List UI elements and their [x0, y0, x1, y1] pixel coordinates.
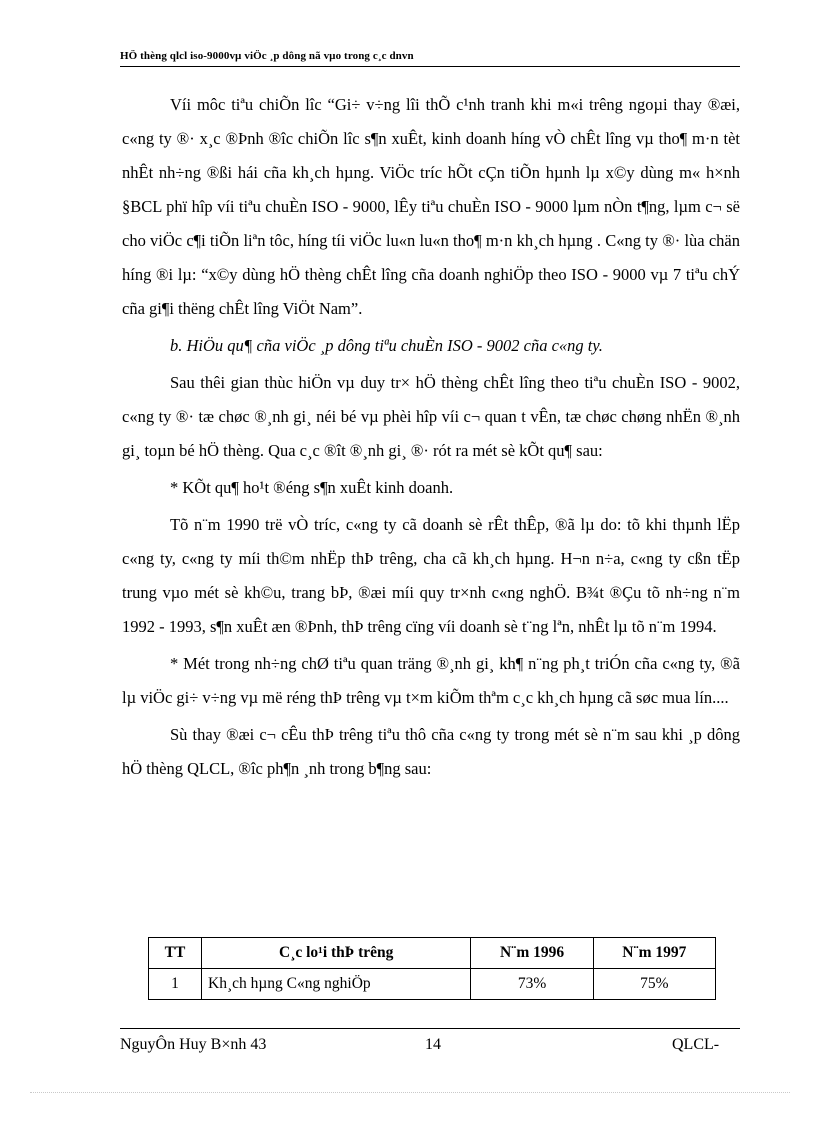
bullet-business-results: * KÕt qu¶ ho¹t ®éng s¶n xuÊt kinh doanh. [170, 478, 454, 497]
table-cell: 73% [471, 969, 593, 1000]
table-cell: 75% [593, 969, 715, 1000]
table-cell: 1 [149, 969, 202, 1000]
header-cell-market-type: C¸c lo¹i thÞ trêng [202, 938, 471, 969]
table-row [149, 969, 716, 1000]
page-number: 14 [425, 1036, 441, 1053]
header-cell-year-1996: N¨m 1996 [471, 938, 593, 969]
page-bottom-divider [30, 1092, 790, 1093]
paragraph-assessment: Sau thêi gian thùc hiÖn vµ duy tr× hÖ thèng chÊt lîng theo tiªu chuÈn ISO - 9002, c«ng ty ®· tæ chøc ®¸nh gi¸ néi bé vµ phèi hîp víi c¬ quan t vÊn, tæ chøc chøng nhËn ®¸nh gi¸ toµn bé hÖ thèng. Qua c¸c ®ît ®¸nh gi¸ ®· rót ra mét sè kÕt qu¶ sau: [122, 373, 740, 460]
running-header: HÖ thèng qlcl iso-9000vµ viÖc ¸p dông nã vµo trong c¸c dnvn [120, 50, 740, 67]
paragraph-strategy: Víi môc tiªu chiÕn lîc “Gi÷ v÷ng lîi thÕ c¹nh tranh khi m«i trêng ngoµi thay ®æi, c«ng ty ®· x¸c ®Þnh ®îc chiÕn lîc s¶n xuÊt, kinh doanh híng vÒ chÊt lîng vµ tho¶ m·n tèt nhÊt nh÷ng ®ßi hái cña kh¸ch hµng. ViÖc tríc hÕt cÇn tiÕn hµnh lµ x©y dùng m« h×nh §BCL phï hîp víi tiªu chuÈn ISO - 9000, lÊy tiªu chuÈn ISO - 9000 lµm nÒn t¶ng, lµm c¬ së cho viÖc c¶i tiÕn liªn tôc, híng tíi viÖc lu«n lu«n tho¶ m·n kh¸ch hµng . C«ng ty ®· lùa chän híng ®i lµ: “x©y dùng hÖ thèng chÊt lîng cña doanh nghiÖp theo ISO - 9000 vµ 7 tiªu chÝ cña gi¶i thëng chÊt lîng ViÖt Nam”. [122, 95, 740, 318]
paragraph-table-intro: Sù thay ®æi c¬ cÊu thÞ trêng tiªu thô cña c«ng ty trong mét sè n¨m sau khi ¸p dông hÖ thèng QLCL, ®îc ph¶n ¸nh trong b¶ng sau: [122, 725, 740, 778]
footer-course-code: QLCL- [672, 1036, 720, 1053]
document-body [122, 88, 740, 789]
table-cell: Kh¸ch hµng C«ng nghiÖp [202, 969, 471, 1000]
footer-author: NguyÔn Huy B×nh 43 [120, 1036, 267, 1053]
market-structure-table [148, 937, 716, 1000]
header-cell-tt: TT [149, 938, 202, 969]
paragraph-history: Tõ n¨m 1990 trë vÒ tríc, c«ng ty cã doanh sè rÊt thÊp, ®ã lµ do: tõ khi thµnh lËp c«ng ty, c«ng ty míi th©m nhËp thÞ trêng, cha cã kh¸ch hµng. H¬n n÷a, c«ng ty cßn tËp trung vµo mét sè kh©u, trang bÞ, ®æi míi quy tr×nh c«ng nghÖ. B¾t ®Çu tõ nh÷ng n¨m 1992 - 1993, s¶n xuÊt æn ®Þnh, thÞ trêng cïng víi doanh sè t¨ng lªn, nhÊt lµ tõ n¨m 1994. [122, 515, 740, 636]
header-cell-year-1997: N¨m 1997 [593, 938, 715, 969]
footer-divider [120, 1028, 740, 1029]
table-header-row [149, 938, 716, 969]
bullet-market-indicator: * Mét trong nh÷ng chØ tiªu quan träng ®¸nh gi¸ kh¶ n¨ng ph¸t triÓn cña c«ng ty, ®ã lµ viÖc gi÷ v÷ng vµ më réng thÞ trêng vµ t×m kiÕm thªm c¸c kh¸ch hµng cã søc mua lín.... [122, 654, 740, 707]
section-heading-effectiveness: b. HiÖu qu¶ cña viÖc ¸p dông tiªu chuÈn ISO - 9002 cña c«ng ty. [170, 336, 603, 355]
